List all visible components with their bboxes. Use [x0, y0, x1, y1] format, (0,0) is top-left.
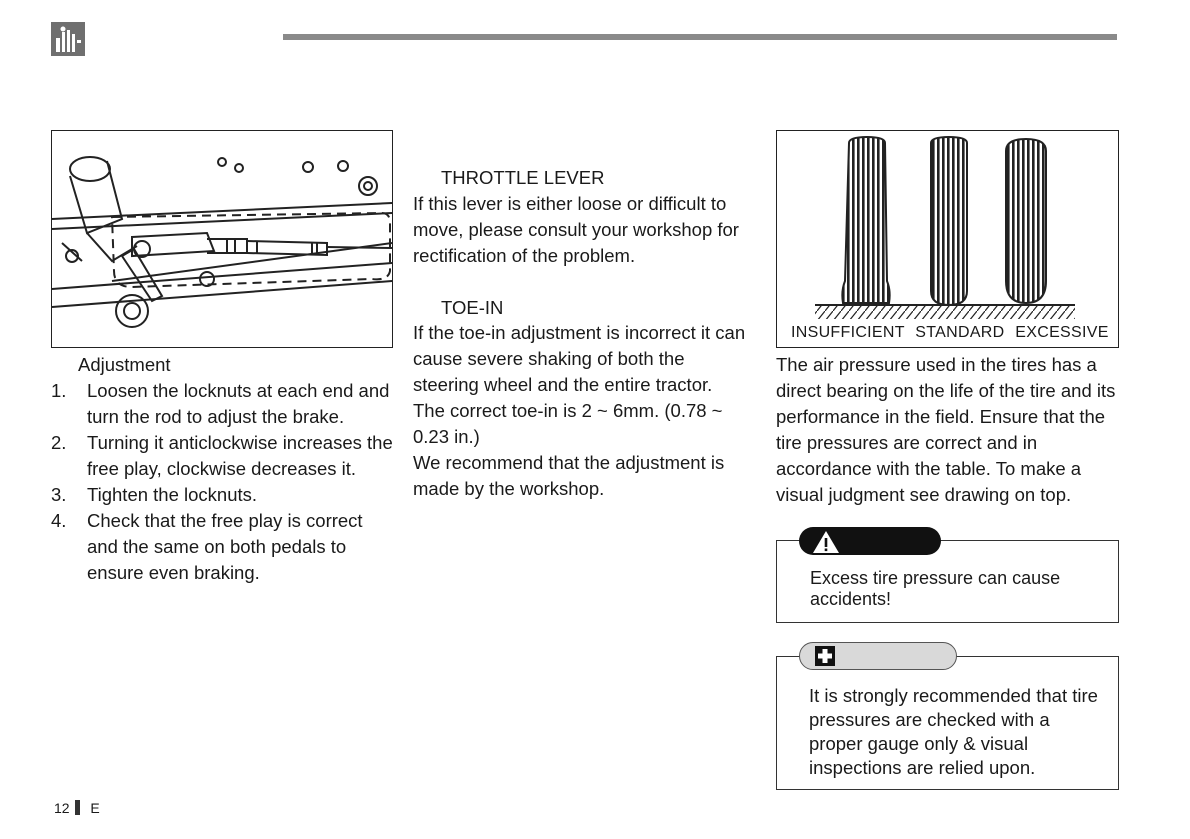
warning-badge [799, 527, 941, 555]
brand-logo-icon [51, 22, 85, 56]
list-item: 2. Turning it anticlockwise increases the free play, clockwise decreases it. [51, 432, 393, 479]
language-code: E [90, 800, 100, 816]
toe-in-heading: TOE-IN [441, 297, 504, 318]
adjustment-subheading: Adjustment [78, 354, 171, 375]
page-number: 12 [54, 800, 70, 816]
adjustment-steps [51, 378, 396, 586]
throttle-heading: THROTTLE LEVER [441, 167, 605, 188]
throttle-body: If this lever is either loose or difficult to move, please consult your workshop for rectification of the problem. [413, 193, 739, 266]
page-footer [54, 800, 100, 816]
tire-pressure-labels [791, 324, 1109, 342]
label-excessive: EXCESSIVE [1015, 324, 1109, 341]
list-item: 4. Check that the free play is correct and the same on both pedals to ensure even braking. [51, 510, 363, 583]
brake-rod-illustration [51, 130, 393, 348]
list-item: 1. Loosen the locknuts at each end and turn the rod to adjust the brake. [51, 380, 390, 427]
list-item: 3. Tighten the locknuts. [51, 484, 258, 505]
tire-pressure-paragraph: The air pressure used in the tires has a direct bearing on the life of the tire and its performance in the field. Ensure that the tire pressures are correct and in accordance with the table. To make a visual judgment see drawing on top. [776, 354, 1116, 505]
warning-text: Excess tire pressure can cause accidents! [810, 568, 1061, 609]
footer-divider [75, 800, 80, 815]
label-standard: STANDARD [915, 324, 1005, 341]
note-badge [799, 642, 957, 670]
header-rule [283, 34, 1117, 40]
note-text: It is strongly recommended that tire pressures are checked with a proper gauge only & visual inspections are relied upon. [809, 685, 1098, 778]
tire-pressure-illustration [776, 130, 1119, 348]
toe-in-body: If the toe-in adjustment is incorrect it can cause severe shaking of both the steering wheel and the entire tractor. The correct toe-in is 2 ~ 6mm. (0.78 ~ 0.23 in.) [413, 322, 746, 447]
warning-triangle-icon [811, 529, 841, 555]
label-insufficient: INSUFFICIENT [791, 324, 905, 341]
first-aid-cross-icon [814, 645, 836, 667]
toe-in-recommendation: We recommend that the adjustment is made by the workshop. [413, 452, 725, 499]
